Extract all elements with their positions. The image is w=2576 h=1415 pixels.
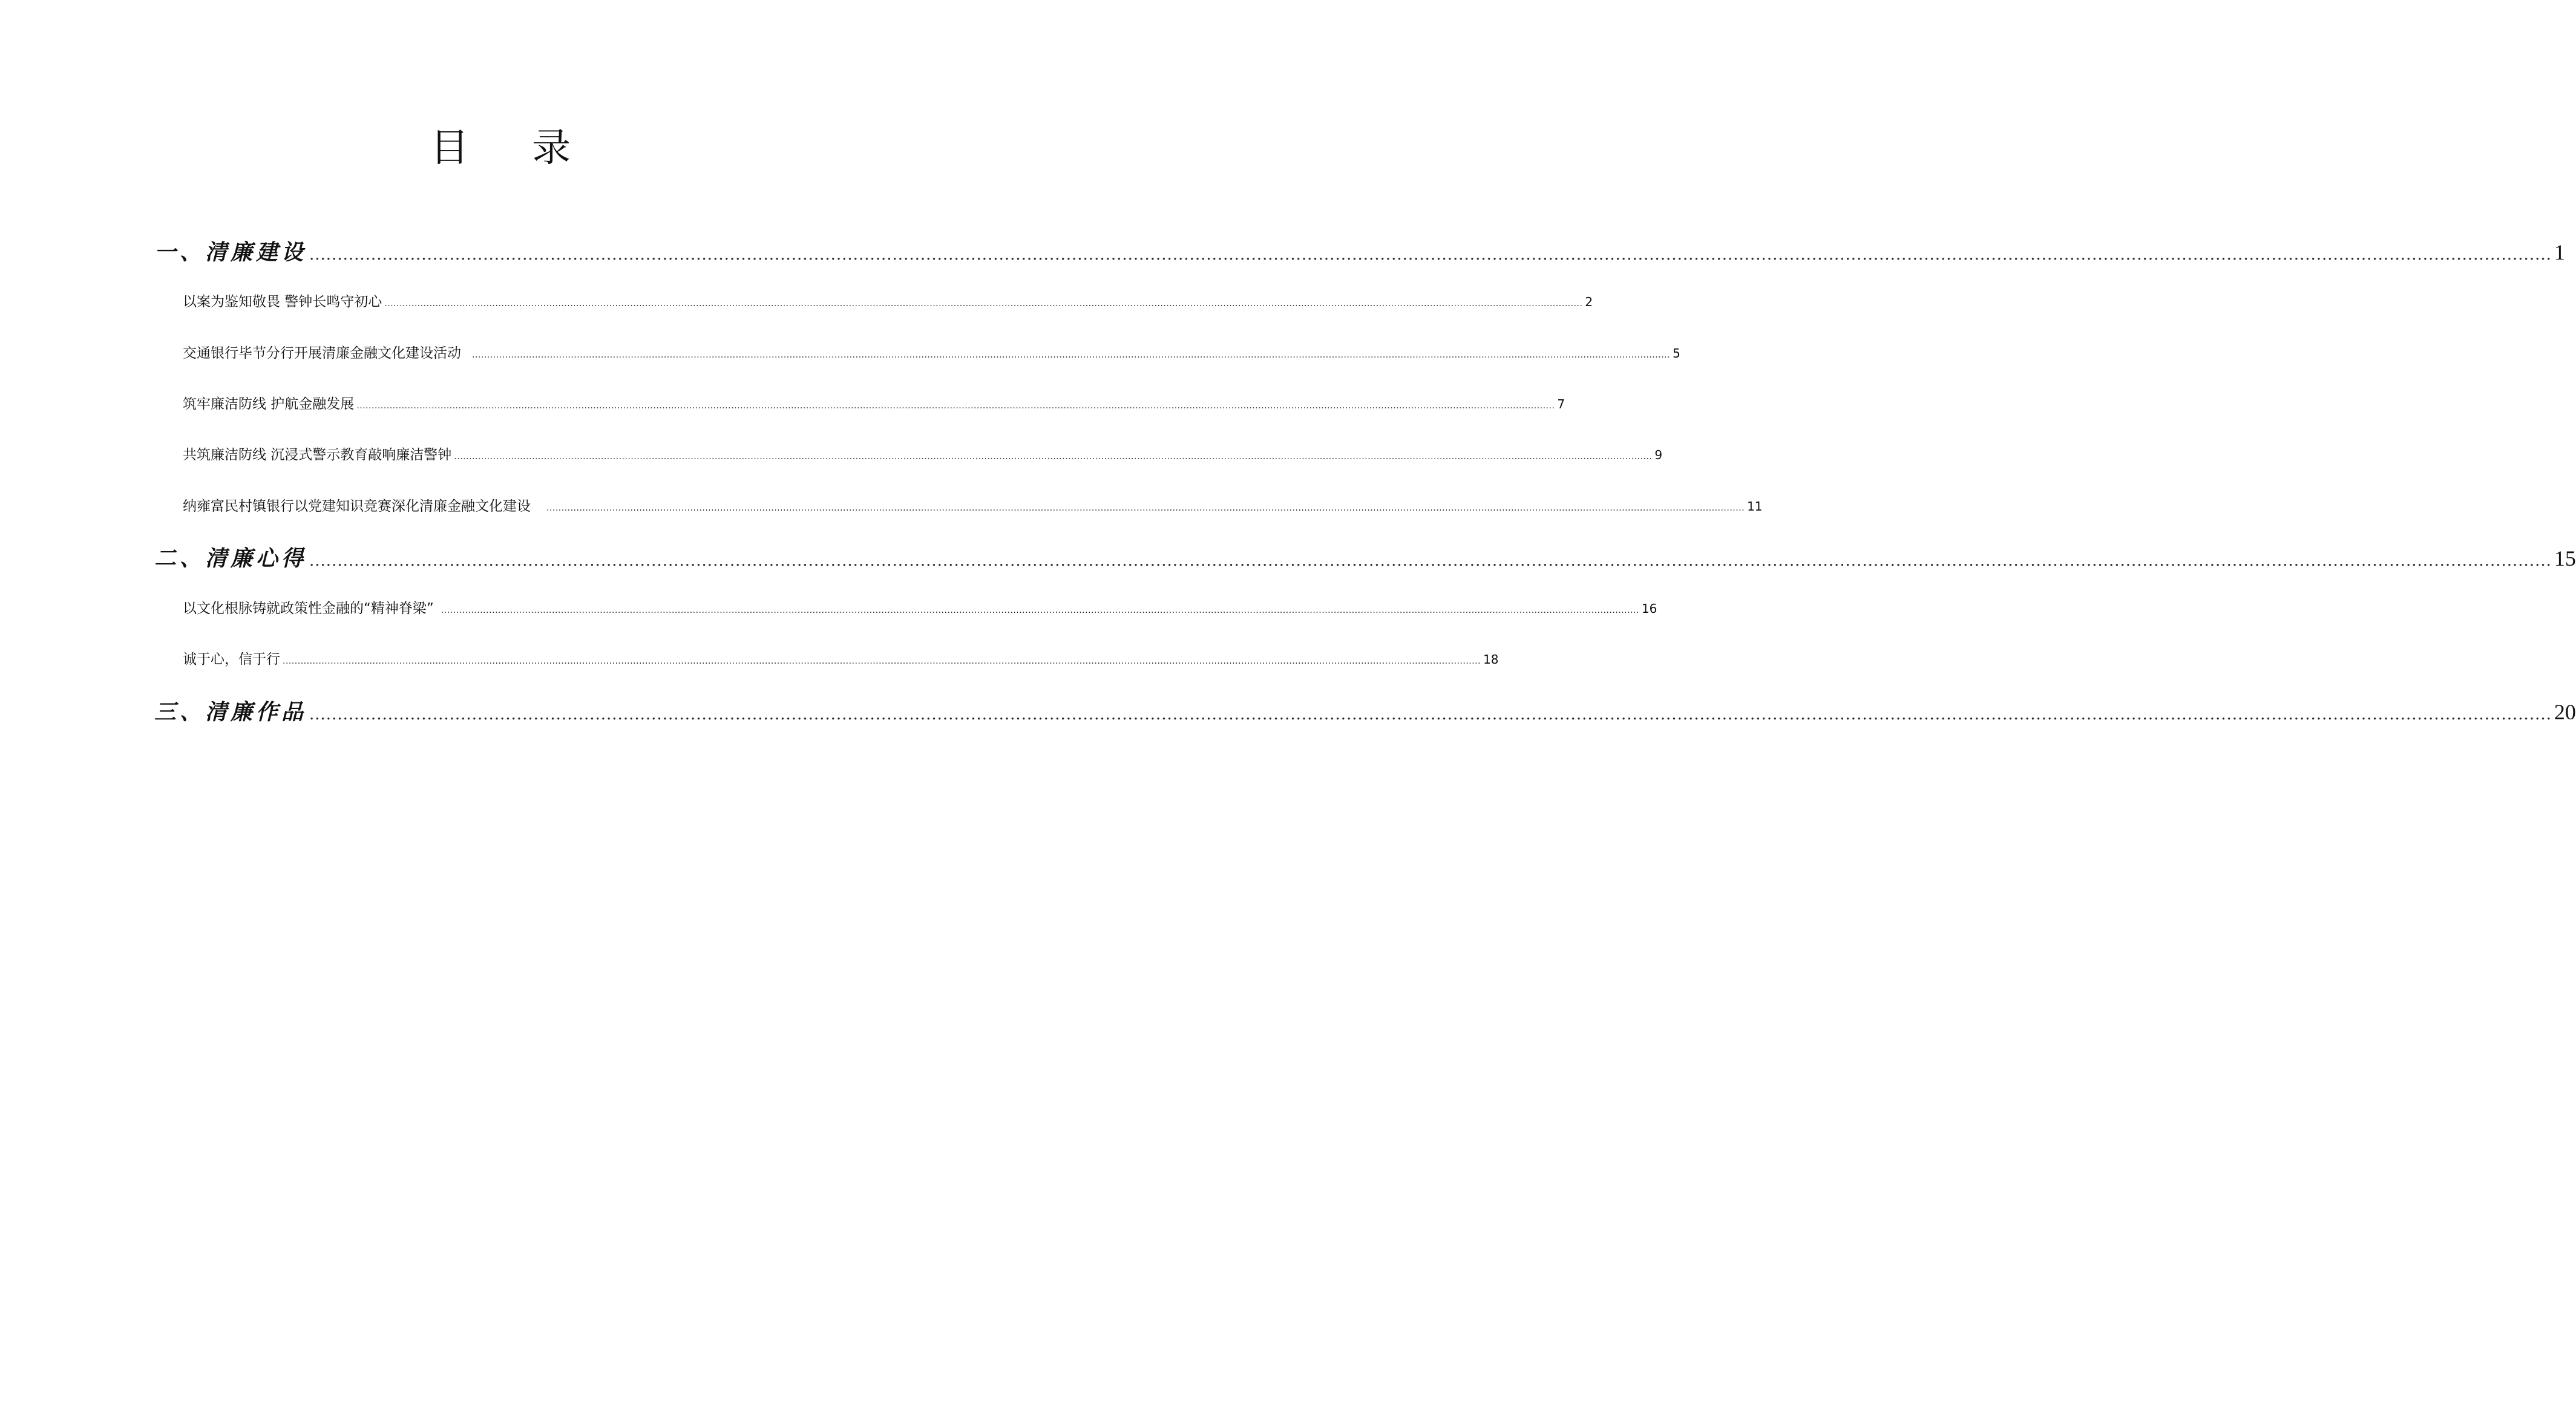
toc-title: 目 录 [430, 126, 597, 171]
toc-entry[interactable] [183, 292, 1593, 313]
dot-leader: ................................................................................................................................................................................................................................................................................................................................................................................................................ [472, 350, 1671, 360]
toc-entry[interactable] [183, 445, 1663, 466]
toc-entry-page: 1 [2554, 240, 2565, 264]
dot-leader: ................................................................................................................................................................................................................................................................................................................................................................................................................ [309, 552, 2552, 570]
toc-entry-section-3[interactable] [154, 698, 2576, 729]
dot-leader: ................................................................................................................................................................................................................................................................................................................................................................................................................ [283, 656, 1481, 666]
dot-leader: ................................................................................................................................................................................................................................................................................................................................................................................................................ [309, 705, 2552, 724]
toc-entry-text: 以案为鉴知敬畏 警钟长鸣守初心 [183, 294, 382, 310]
toc-entry[interactable] [183, 344, 1680, 365]
toc-entry-page: 5 [1673, 346, 1680, 361]
dot-leader: ................................................................................................................................................................................................................................................................................................................................................................................................................ [441, 606, 1639, 615]
dot-leader: ................................................................................................................................................................................................................................................................................................................................................................................................................ [309, 246, 2552, 264]
toc-entry-page: 2 [1585, 295, 1593, 309]
toc-entry-text: 以文化根脉铸就政策性金融的“精神脊梁” [183, 601, 434, 616]
toc-entry-page: 18 [1483, 652, 1499, 667]
toc-entry-page: 9 [1654, 448, 1663, 462]
toc-entry-text: 一、清廉建设 [154, 240, 307, 265]
toc-entry-section-1[interactable] [154, 238, 2565, 269]
toc-entry-page: 15 [2554, 546, 2576, 570]
toc-entry-text: 纳雍富民村镇银行以党建知识竞赛深化清廉金融文化建设 [183, 498, 531, 514]
toc-entry-page: 16 [1641, 601, 1657, 616]
dot-leader: ................................................................................................................................................................................................................................................................................................................................................................................................................ [546, 503, 1745, 513]
toc-entry[interactable] [183, 497, 1763, 518]
toc-entry[interactable] [183, 650, 1499, 671]
dot-leader: ................................................................................................................................................................................................................................................................................................................................................................................................................ [454, 452, 1653, 462]
dot-leader: ................................................................................................................................................................................................................................................................................................................................................................................................................ [356, 401, 1555, 411]
toc-entry-section-2[interactable] [154, 544, 2576, 575]
toc-entry[interactable] [183, 599, 1657, 620]
toc-entry-page: 11 [1747, 499, 1763, 514]
toc-entry-text: 二、清廉心得 [154, 546, 307, 571]
dot-leader: ................................................................................................................................................................................................................................................................................................................................................................................................................ [384, 299, 1583, 309]
toc-entry-text: 交通银行毕节分行开展清廉金融文化建设活动 [183, 345, 461, 361]
toc-entry-page: 7 [1557, 397, 1565, 411]
toc-entry-text: 诚于心，信于行 [183, 652, 280, 667]
toc-entry-text: 筑牢廉洁防线 护航金融发展 [183, 396, 355, 412]
toc-entry-text: 三、清廉作品 [154, 699, 307, 725]
toc-entry-text: 共筑廉洁防线 沉浸式警示教育敲响廉洁警钟 [183, 447, 452, 463]
toc-entry[interactable] [183, 394, 1565, 416]
toc-entry-page: 20 [2554, 700, 2576, 724]
